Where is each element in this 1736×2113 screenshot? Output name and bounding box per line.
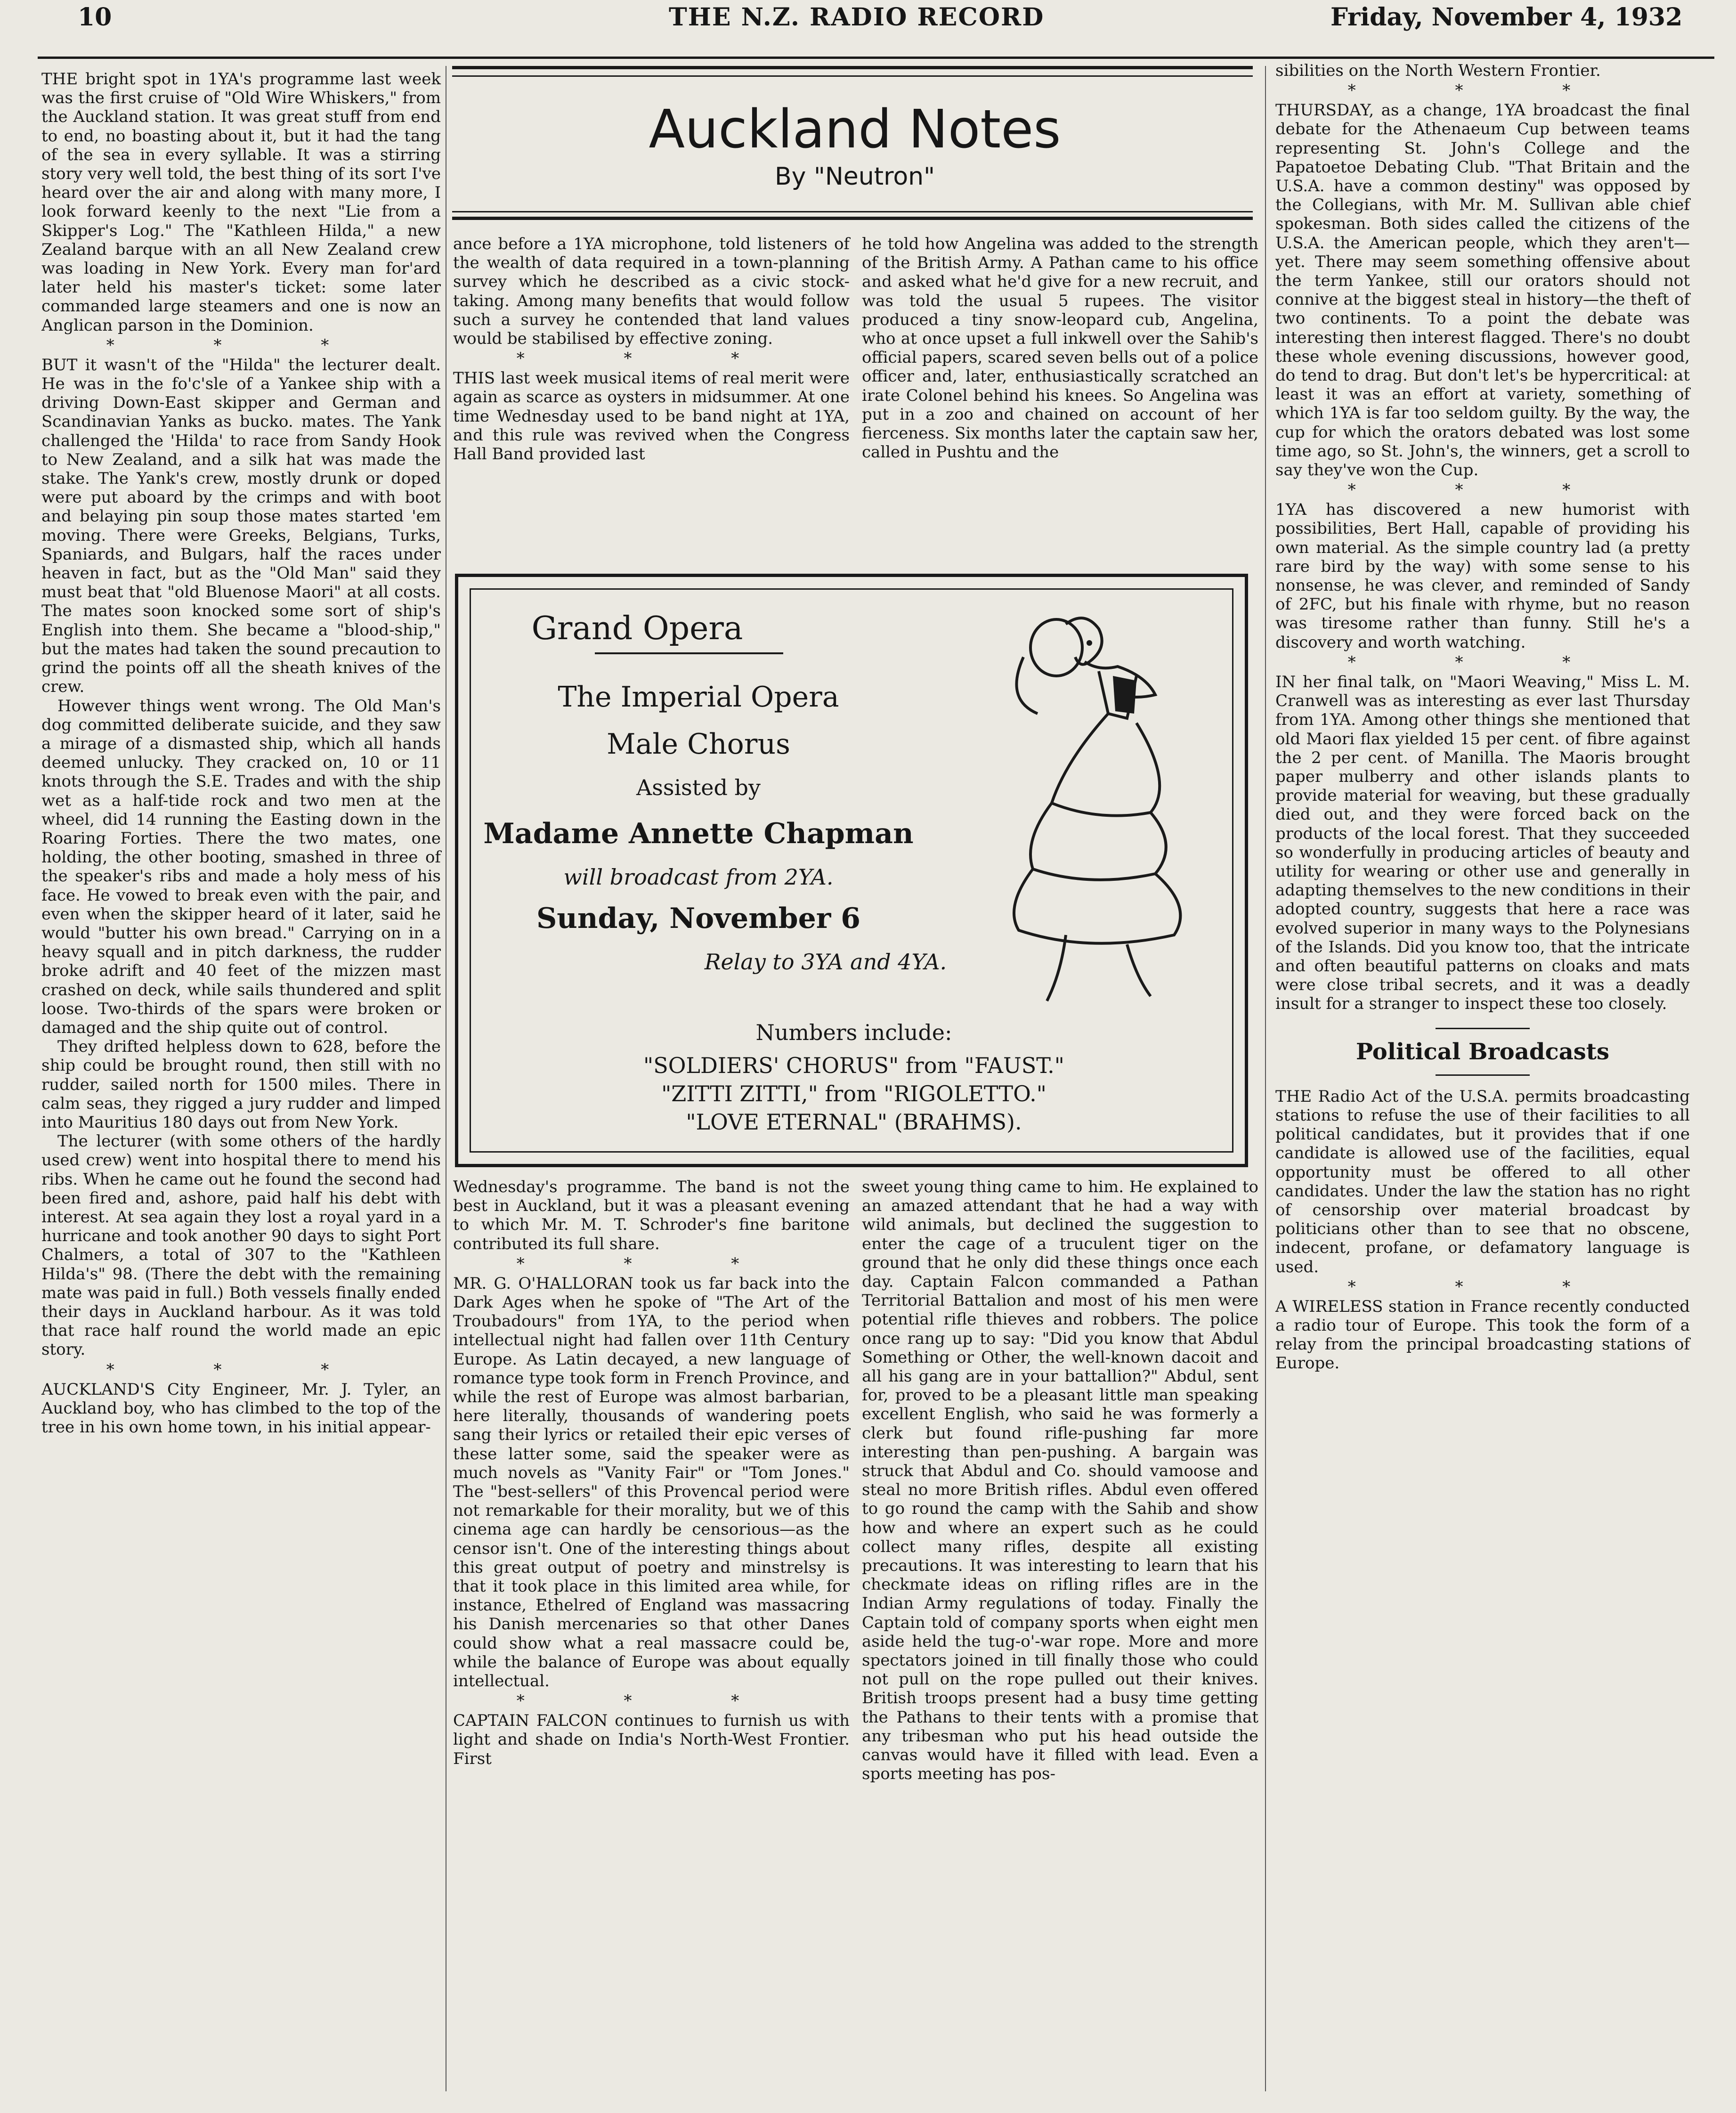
paragraph-things-went-wrong: However things went wrong. The Old Man's dog committed deliberate suicide, and they saw a mirage of a dismasted ship, which all hands deemed unlucky. They cracked on, 10 or 11 knots through the S.E. Trades and with the ship wet as a half-tide rock and two men at the wheel, did 14 running the Easting down in the Roaring Forties. There the two mates, one holding, the other booting, smashed in three of the speaker's ribs and made a holy mess of his face. He vowed to break even with the pair, and even when the skipper heard of it later, said he would "butter his own bread." Carrying on in a heavy squall and in pitch darkness, the rudder broke adrift and 40 feet of the mizzen mast crashed on deck, while sails thundered and split loose. Two-thirds of the spars were broken or damaged and the ship quite out of control. (41, 696, 441, 1037)
ad-item-soldiers-chorus: "SOLDIERS' CHORUS" from "FAUST." (643, 1053, 1064, 1078)
paragraph-angelina: he told how Angelina was added to the strength of the British Army. A Pathan came to his office and asked what he'd give for a new recruit, and was told the usual 5 rupees. The visitor produced a tiny snow-leopard cub, Angelina, who at once upset a full inkwell over the Sahib's official papers, scared seven bells out of a police officer and, later, enthusiastically scratched an irate Colonel behind his knees. So Angelina was put in a zoo and chained on account of her fierceness. Six months later the captain saw her, called in Pushtu and the (862, 235, 1258, 462)
paragraph-city-engineer: AUCKLAND'S City Engineer, Mr. J. Tyler, an Auckland boy, who has climbed to the top of the tree in his own home town, in his initial appear- (41, 1380, 441, 1437)
paragraph-pathan-battalion: sweet young thing came to him. He explained to an amazed attendant that he had a way with wild animals, but declined the suggestion to enter the cage of a truculent tiger on the ground that he only did these things once each day. Captain Falcon commanded a Pathan Territorial Battalion and most of his men were potential rifle thieves and robbers. The police once rang up to say: "Did you know that Abdul Something or Other, the well-known dacoit and all his gang are in your battallion?" Abdul, sent for, proved to be a pleasant little man speaking excellent English, who said he was formerly a clerk but found rifle-pushing far more interesting than pen-pushing. A bargain was struck that Abdul and Co. should vamoose and steal no more British rifles. Abdul even offered to go round the camp with the Sahib and show how and where an expert such as he could collect many rifles, despite all existing precautions. It was interesting to learn that his checkmate ideas on rifling rifles are in the Indian Army regulations of today. Finally the Captain told of company sports when eight men aside held the tug-o'-war rope. More and more spectators joined in till finally those who could not pull on the rope pulled out their knives. British troops present had a busy time getting the Pathans to their tents with a promise that any tribesman who put his head outside the canvas would have it filled with lead. Even a sports meeting has pos- (862, 1178, 1258, 1784)
paragraph-wednesday-band: Wednesday's programme. The band is not the best in Auckland, but it was a pleasant evening to which Mr. M. T. Schroder's fine baritone contributed its full share. (453, 1178, 850, 1253)
opera-singer-illustration (995, 605, 1231, 1010)
column-3-top (862, 235, 1258, 564)
title-bottom-rule (452, 217, 1253, 220)
paragraph-radio-act: THE Radio Act of the U.S.A. permits broadcasting stations to refuse the use of their facilities to all political candidates, but it provides that if one candidate is allowed use of the facilities, equal opportunity must be offered to all other candidates. Under the law the station has no right of censorship over material broadcast by politicians other than to see that no obscene, indecent, profane, or defamatory language is used. (1275, 1087, 1690, 1276)
page-number: 10 (78, 3, 112, 32)
ad-line-imperial-opera: The Imperial Opera (558, 681, 839, 714)
ad-broadcast-date: Sunday, November 6 (536, 902, 861, 935)
section-separator: * * * (1347, 81, 1618, 100)
column-3-bottom (862, 1178, 1258, 2101)
publication-name: THE N.Z. RADIO RECORD (669, 3, 1045, 32)
column-divider (1265, 66, 1266, 2091)
paragraph-drifted: They drifted helpless down to 628, before the ship could be brought round, then still with no rudder, sailed north for 1500 miles. There in calm seas, they rigged a jury rudder and limped into Mauritius 180 days out from New York. (41, 1037, 441, 1132)
title-top-rule (452, 66, 1253, 69)
section-divider (1436, 1028, 1530, 1029)
grand-opera-advertisement (455, 574, 1248, 1167)
section-separator: * * * (516, 349, 787, 368)
ad-relay-stations: Relay to 3YA and 4YA. (704, 949, 947, 975)
ad-numbers-label: Numbers include: (755, 1020, 952, 1045)
section-separator: * * * (1347, 480, 1618, 500)
column-4 (1275, 61, 1690, 2096)
column-2-bottom (453, 1178, 850, 2101)
title-top-rule-thin (452, 75, 1253, 77)
section-separator: * * * (106, 1360, 376, 1379)
ad-item-zitti-zitti: "ZITTI ZITTI," from "RIGOLETTO." (661, 1081, 1046, 1106)
paragraph-lecturer-hospital: The lecturer (with some others of the hardly used crew) went into hospital there to mend his ribs. When he came out he found the second had been fired and, ashore, paid half his debt with interest. At sea again they lost a royal yard in a hurricane and took another 90 days to sight Port Chalmers, a total of 307 to the "Kathleen Hilda's" 98. (There the debt with the remaining mate was paid in full.) Both vessels finally ended their days in Auckland harbour. As it was told that race half round the world made an epic story. (41, 1132, 441, 1359)
section-separator: * * * (516, 1691, 787, 1711)
ad-artist-name: Madame Annette Chapman (483, 817, 914, 850)
ad-broadcast-station: will broadcast from 2YA. (563, 864, 834, 890)
article-title: Auckland Notes (649, 99, 1061, 160)
ad-item-love-eternal: "LOVE ETERNAL" (BRAHMS). (686, 1109, 1022, 1135)
section-separator: * * * (516, 1254, 787, 1273)
ad-heading-underline (595, 652, 783, 654)
paragraph-troubadours: MR. G. O'HALLORAN took us far back into the Dark Ages when he spoke of "The Art of the Troubadours" from 1YA, to the period when intellectual night had fallen over 11th Century Europe. As Latin decayed, a new language of romance type took form in French Province, and while the rest of Europe was almost barbarian, here literally, thousands of wandering poets sang their lyrics or retailed their epic verses of these latter some, said the speaker were as much novels as "Vanity Fair" or "Tom Jones." The "best-sellers" of this Provencal period were not remarkable for their morality, but we of this cinema age can hardly be censorious—as the censor isn't. One of the interesting things about this great output of poetry and minstrelsy is that it took place in this limited area while, for instance, Ethelred of England was massacring his Danish mercenaries so that other Danes could show what a real massacre could be, while the balance of Europe was about equally intellectual. (453, 1274, 850, 1691)
section-separator: * * * (106, 335, 376, 355)
paragraph-frontier-end: sibilities on the North Western Frontier. (1275, 61, 1601, 80)
paragraph-musical-items: THIS last week musical items of real merit were again as scarce as oysters in midsummer. At one time Wednesday used to be band night at 1YA, and this rule was revived when the Congress Hall Band provided last (453, 369, 850, 464)
paragraph-town-planning: ance before a 1YA microphone, told listeners of the wealth of data required in a town-planning survey which he described as a civic stock-taking. Among many benefits that would follow such a survey he contended that land values would be stabilised by effective zoning. (453, 235, 850, 349)
section-separator: * * * (1347, 1277, 1618, 1296)
column-2-top (453, 235, 850, 564)
paragraph-old-wire-whiskers: THE bright spot in 1YA's programme last week was the first cruise of "Old Wire Whiskers," from the Auckland station. It was great stuff from end to end, no boasting about it, but it had the tang of the sea in every syllable. It was a stirring story very well told, the best thing of its sort I've heard over the air and along with many more, I look forward keenly to the next "Lie from a Skipper's Log." The "Kathleen Hilda," a new Zealand barque with an all New Zealand crew was loading in New York. Every man for'ard later held his master's ticket: some later commanded large steamers and one is now an Anglican parson in the Dominion. (41, 70, 441, 335)
political-broadcasts-heading: Political Broadcasts (1355, 1038, 1610, 1065)
paragraph-wireless-france: A WIRELESS station in France recently conducted a radio tour of Europe. This took the form of a relay from the principal broadcasting stations of Europe. (1275, 1297, 1690, 1373)
paragraph-hilda: BUT it wasn't of the "Hilda" the lecturer dealt. He was in the fo'c'sle of a Yankee ship with a driving Down-East skipper and German and Scandinavian Yanks as bucko. mates. The Yank challenged the 'Hilda' to race from Sandy Hook to New Zealand, and a silk hat was made the stake. The Yank's crew, mostly drunk or doped were put aboard by the crimps and with boot and belaying pin soup those mates started 'em moving. There were Greeks, Belgians, Turks, Spaniards, and Bulgars, half the races under heaven in fact, but as the "Old Man" said they must beat that "old Bluenose Maori" at all costs. The mates soon knocked some sort of ship's English into them. She became a "blood-ship," but the mates had taken the sound precaution to grind the points off all the sheath knives of the crew. (41, 355, 441, 697)
header-rule (38, 57, 1714, 59)
ad-line-male-chorus: Male Chorus (607, 728, 790, 761)
paragraph-bert-hall: 1YA has discovered a new humorist with possibilities, Bert Hall, capable of providing his own material. As the simple country lad (a pretty rare bird by the way) with some sense to his nonsense, he was clever, and reminded of Sandy of 2FC, but his finale with rhyme, but no reason was tiresome rather than funny. Still he's a discovery and worth watching. (1275, 500, 1690, 652)
paragraph-captain-falcon: CAPTAIN FALCON continues to furnish us with light and shade on India's North-West Frontier. First (453, 1711, 850, 1768)
paragraph-maori-weaving: IN her final talk, on "Maori Weaving," Miss L. M. Cranwell was as interesting as ever last Thursday from 1YA. Among other things she mentioned that old Maori flax yielded 15 per cent. of fibre against the 2 per cent. of Manilla. The Maoris brought paper mulberry and other islands plants to provide material for weaving, but these gradually died out, and they were forced back on the products of the local forest. That they succeeded so wonderfully in producing articles of beauty and utility for wearing or other use and generally in adapting themselves to the new conditions in their adopted country, suggests that here a race was evolved superior in many ways to the Polynesians of the Islands. Did you know too, that the intricate and often beautiful patterns on cloaks and mats were close tribal secrets, and it was a deadly insult for a stranger to inspect these too closely. (1275, 672, 1690, 1014)
ad-heading: Grand Opera (531, 610, 743, 647)
paragraph-athenaeum-debate: THURSDAY, as a change, 1YA broadcast the final debate for the Athenaeum Cup between teams representing St. John's College and the Papatoetoe Debating Club. "That Britain and the U.S.A. have a common destiny" was opposed by the Collegians, with Mr. M. Sullivan able chief spokesman. Both sides called the citizens of the U.S.A. the American people, which they aren't—yet. There may seem something offensive about the term Yankee, still our orators should not connive at the biggest steal in history—the theft of two continents. To a point the debate was interesting then interest flagged. There's no doubt these whole evening discussions, however good, do tend to drag. But don't let's be hypercritical: at least it was an effort at variety, something of which 1YA is far too seldom guilty. By the way, the cup for which the orators debated was lost some time ago, so St. John's, the winners, get a scroll to say they've won the Cup. (1275, 101, 1690, 480)
issue-date: Friday, November 4, 1932 (1330, 3, 1683, 32)
article-byline: By "Neutron" (774, 163, 935, 191)
section-separator: * * * (1347, 652, 1618, 672)
ad-assisted-by: Assisted by (636, 775, 761, 800)
title-bottom-rule-thin (452, 211, 1253, 212)
column-1 (41, 70, 441, 2095)
